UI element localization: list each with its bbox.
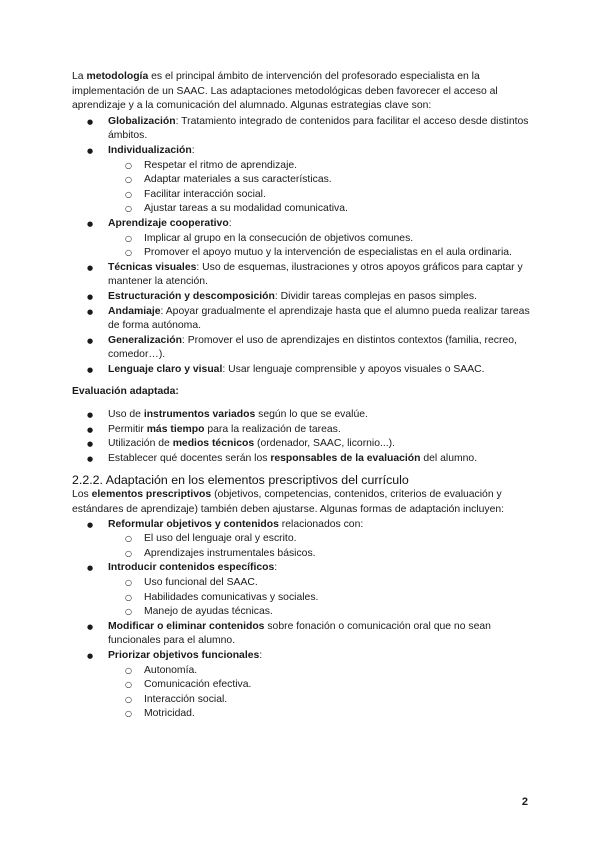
list-item [72, 363, 532, 378]
sublist-item: ○ Aprendizajes instrumentales básicos. [108, 547, 532, 562]
item-text: según lo que se evalúe. [255, 409, 368, 421]
sublist-item: ○ Uso funcional del SAAC. [108, 576, 532, 591]
list-item [72, 334, 532, 363]
list-item [72, 290, 532, 305]
list-item [72, 518, 532, 562]
sublist-item: ○ Implicar al grupo en la consecución de objetivos comunes. [108, 232, 532, 247]
item-term: Técnicas visuales [108, 261, 197, 273]
sublist [108, 576, 532, 620]
sublist-item: ○ Interacción social. [108, 693, 532, 708]
item-term: Reformular objetivos y contenidos [108, 518, 279, 530]
item-text: Uso de [108, 409, 144, 421]
item-text: : [191, 144, 195, 156]
item-text: Permitir [108, 423, 147, 435]
evaluation-list [72, 408, 532, 466]
item-text: (ordenador, SAAC, licornio...). [254, 438, 396, 450]
list-item [72, 305, 532, 334]
list-item [72, 217, 532, 261]
sublist-item: ○ Ajustar tareas a su modalidad comunicativa. [108, 202, 532, 217]
intro-paragraph [72, 70, 532, 114]
intro-text: La [72, 71, 87, 82]
list-item [72, 261, 532, 290]
item-text: Establecer qué docentes serán los [108, 452, 271, 464]
item-text: : Dividir tareas complejas en pasos simples. [274, 290, 477, 302]
sublist [108, 232, 532, 261]
sublist-item: ○ Facilitar interacción social. [108, 188, 532, 203]
item-term: medios técnicos [172, 438, 255, 450]
sublist-item: ○ Adaptar materiales a sus características. [108, 173, 532, 188]
item-text: del alumno. [420, 452, 478, 464]
item-term: Estructuración y descomposición [108, 290, 275, 302]
item-text: relacionados con: [278, 518, 364, 530]
item-text: para la realización de tareas. [204, 423, 341, 435]
list-item [72, 408, 532, 423]
list-item [72, 423, 532, 438]
item-term: Introducir contenidos específicos [108, 562, 275, 574]
list-item [72, 144, 532, 217]
intro-bold: metodología [86, 71, 149, 82]
list-item [72, 115, 532, 144]
document-page [72, 70, 532, 722]
item-text: sobre fonación o comunicación oral que no sean funcionales para el alumno. [108, 620, 491, 647]
sublist-item: ○ Comunicación efectiva. [108, 678, 532, 693]
list-item [72, 452, 532, 467]
adaptation-list [72, 518, 532, 722]
item-term: Generalización [108, 334, 182, 346]
evaluation-title: Evaluación adaptada: [72, 386, 179, 398]
strategies-list [72, 115, 532, 378]
sublist-item: ○ Manejo de ayudas técnicas. [108, 605, 532, 620]
item-term: Andamiaje [108, 305, 161, 317]
sublist [108, 532, 532, 561]
section-text: Los [72, 489, 92, 501]
list-item [72, 649, 532, 722]
item-text: : Usar lenguaje comprensible y apoyos visuales o SAAC. [222, 363, 485, 375]
item-term: responsables de la evaluación [270, 452, 421, 464]
sublist-item: ○ El uso del lenguaje oral y escrito. [108, 532, 532, 547]
item-text: : Apoyar gradualmente el aprendizaje hasta que el alumno pueda realizar tareas de forma autónoma. [108, 305, 530, 332]
item-term: Globalización [108, 115, 176, 127]
section-heading: 2.2.2. Adaptación en los elementos prescriptivos del currículo [72, 473, 409, 488]
item-term: Modificar o eliminar contenidos [108, 620, 265, 632]
sublist-item: ○ Autonomía. [108, 664, 532, 679]
sublist [108, 664, 532, 722]
intro-text: es el principal ámbito de intervención del profesorado especialista en la implementación de un SAAC. Las adaptaciones metodológicas deben favorecer el acceso al aprendizaje y a la comunicación del alumnado. Algunas estrategias clave son: [72, 71, 498, 112]
item-term: Aprendizaje cooperativo [108, 217, 229, 229]
sublist-item: ○ Habilidades comunicativas y sociales. [108, 591, 532, 606]
item-term: más tiempo [146, 423, 205, 435]
item-term: instrumentos variados [143, 409, 256, 421]
item-text: : [274, 562, 278, 574]
item-term: Individualización [108, 144, 192, 156]
item-text: : Uso de esquemas, ilustraciones y otros apoyos gráficos para captar y mantener la atención. [108, 261, 523, 288]
list-item [72, 561, 532, 619]
page-number: 2 [521, 796, 528, 809]
item-text: : Tratamiento integrado de contenidos para facilitar el acceso desde distintos ámbitos. [108, 115, 529, 142]
section-paragraph [72, 488, 532, 517]
item-text: : Promover el uso de aprendizajes en distintos contextos (familia, recreo, comedor…). [108, 334, 517, 361]
item-text: : [259, 649, 263, 661]
sublist-item: ○ Respetar el ritmo de aprendizaje. [108, 159, 532, 174]
list-item [72, 620, 532, 649]
sublist-item: ○ Motricidad. [108, 707, 532, 722]
sublist [108, 159, 532, 217]
item-term: Lenguaje claro y visual [108, 363, 223, 375]
item-text: Utilización de [108, 438, 173, 450]
section-bold: elementos prescriptivos [91, 489, 212, 501]
item-text: : [228, 217, 232, 229]
sublist-item: ○ Promover el apoyo mutuo y la intervención de especialistas en el aula ordinaria. [108, 246, 532, 261]
section-text: (objetivos, competencias, contenidos, criterios de evaluación y estándares de aprendizaje) también deben ajustarse. Algunas formas de adaptación incluyen: [72, 489, 505, 516]
list-item [72, 437, 532, 452]
item-term: Priorizar objetivos funcionales [108, 649, 260, 661]
